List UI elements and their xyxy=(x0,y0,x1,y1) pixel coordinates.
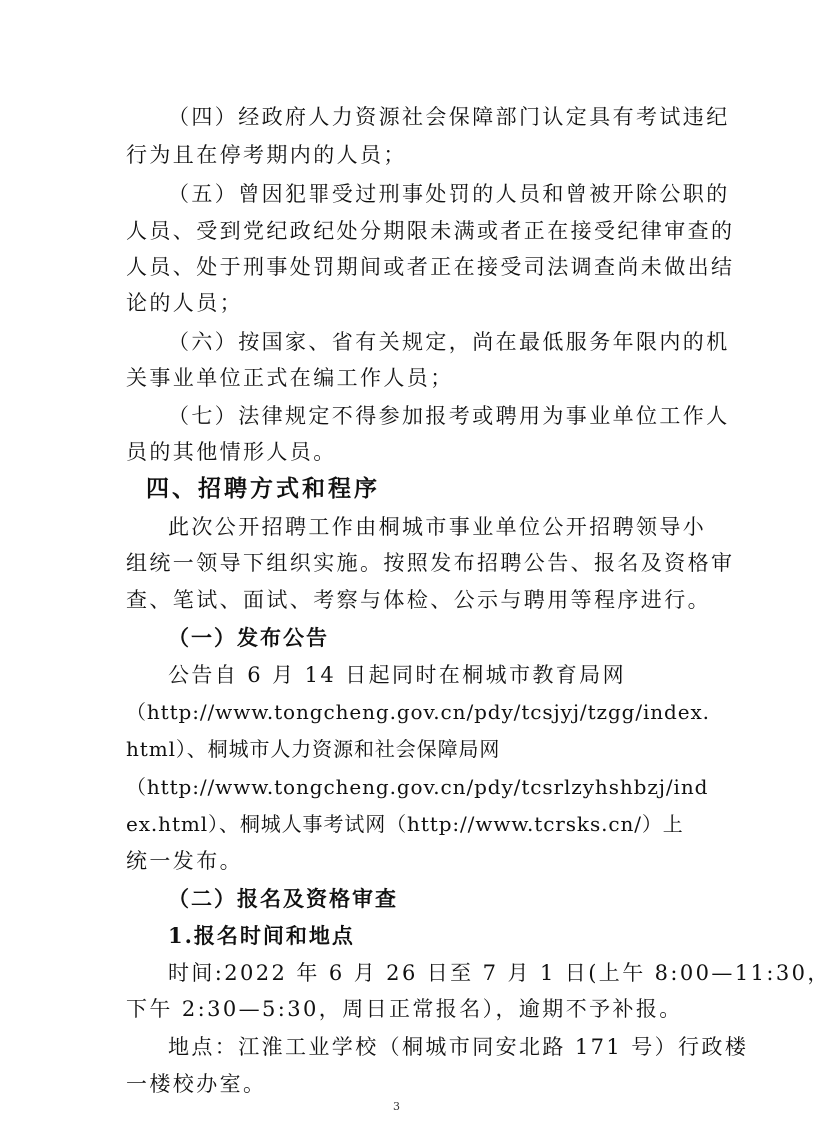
paragraph-line: ex.html）、桐城人事考试网（http://www.tcrsks.cn/）上 xyxy=(126,812,684,836)
paragraph-line: 人员、处于刑事处罚期间或者正在接受司法调查尚未做出结 xyxy=(126,255,735,279)
paragraph-line: 公告自 6 月 14 日起同时在桐城市教育局网 xyxy=(168,663,626,687)
paragraph-line: （六）按国家、省有关规定，尚在最低服务年限内的机 xyxy=(168,330,730,354)
subsection-heading: （一）发布公告 xyxy=(168,625,329,650)
paragraph-line: 时间:2022 年 6 月 26 日至 7 月 1 日(上午 8:00—11:30， xyxy=(168,961,831,985)
subsection-heading: （二）报名及资格审查 xyxy=(168,886,398,911)
paragraph-line: （四）经政府人力资源社会保障部门认定具有考试违纪 xyxy=(168,105,730,129)
paragraph-line: 员的其他情形人员。 xyxy=(126,440,337,464)
paragraph-line: 关事业单位正式在编工作人员； xyxy=(126,366,454,390)
paragraph-line: 统一发布。 xyxy=(126,849,243,873)
paragraph-line: html）、桐城市人力资源和社会保障局网 xyxy=(126,737,501,761)
paragraph-line: （http://www.tongcheng.gov.cn/pdy/tcsrlzyhshbzj/ind xyxy=(126,775,709,799)
paragraph-line: 此次公开招聘工作由桐城市事业单位公开招聘领导小 xyxy=(168,515,707,539)
paragraph-line: （七）法律规定不得参加报考或聘用为事业单位工作人 xyxy=(168,404,730,428)
page-number: 3 xyxy=(393,1100,400,1113)
item-heading: 1.报名时间和地点 xyxy=(168,923,355,948)
paragraph-line: 地点：江淮工业学校（桐城市同安北路 171 号）行政楼 xyxy=(168,1035,749,1059)
paragraph-line: 下午 2:30—5:30，周日正常报名），逾期不予补报。 xyxy=(126,997,683,1021)
paragraph-line: （http://www.tongcheng.gov.cn/pdy/tcsjyj/tzgg/index. xyxy=(126,700,710,724)
paragraph-line: 人员、受到党纪政纪处分期限未满或者正在接受纪律审查的 xyxy=(126,219,735,243)
paragraph-line: 一楼校办室。 xyxy=(126,1072,267,1096)
section-heading: 四、招聘方式和程序 xyxy=(146,475,380,502)
paragraph-line: 组统一领导下组织实施。按照发布招聘公告、报名及资格审 xyxy=(126,551,735,575)
paragraph-line: 行为且在停考期内的人员； xyxy=(126,143,407,167)
paragraph-line: （五）曾因犯罪受过刑事处罚的人员和曾被开除公职的 xyxy=(168,182,730,206)
paragraph-line: 论的人员； xyxy=(126,291,243,315)
paragraph-line: 查、笔试、面试、考察与体检、公示与聘用等程序进行。 xyxy=(126,588,711,612)
